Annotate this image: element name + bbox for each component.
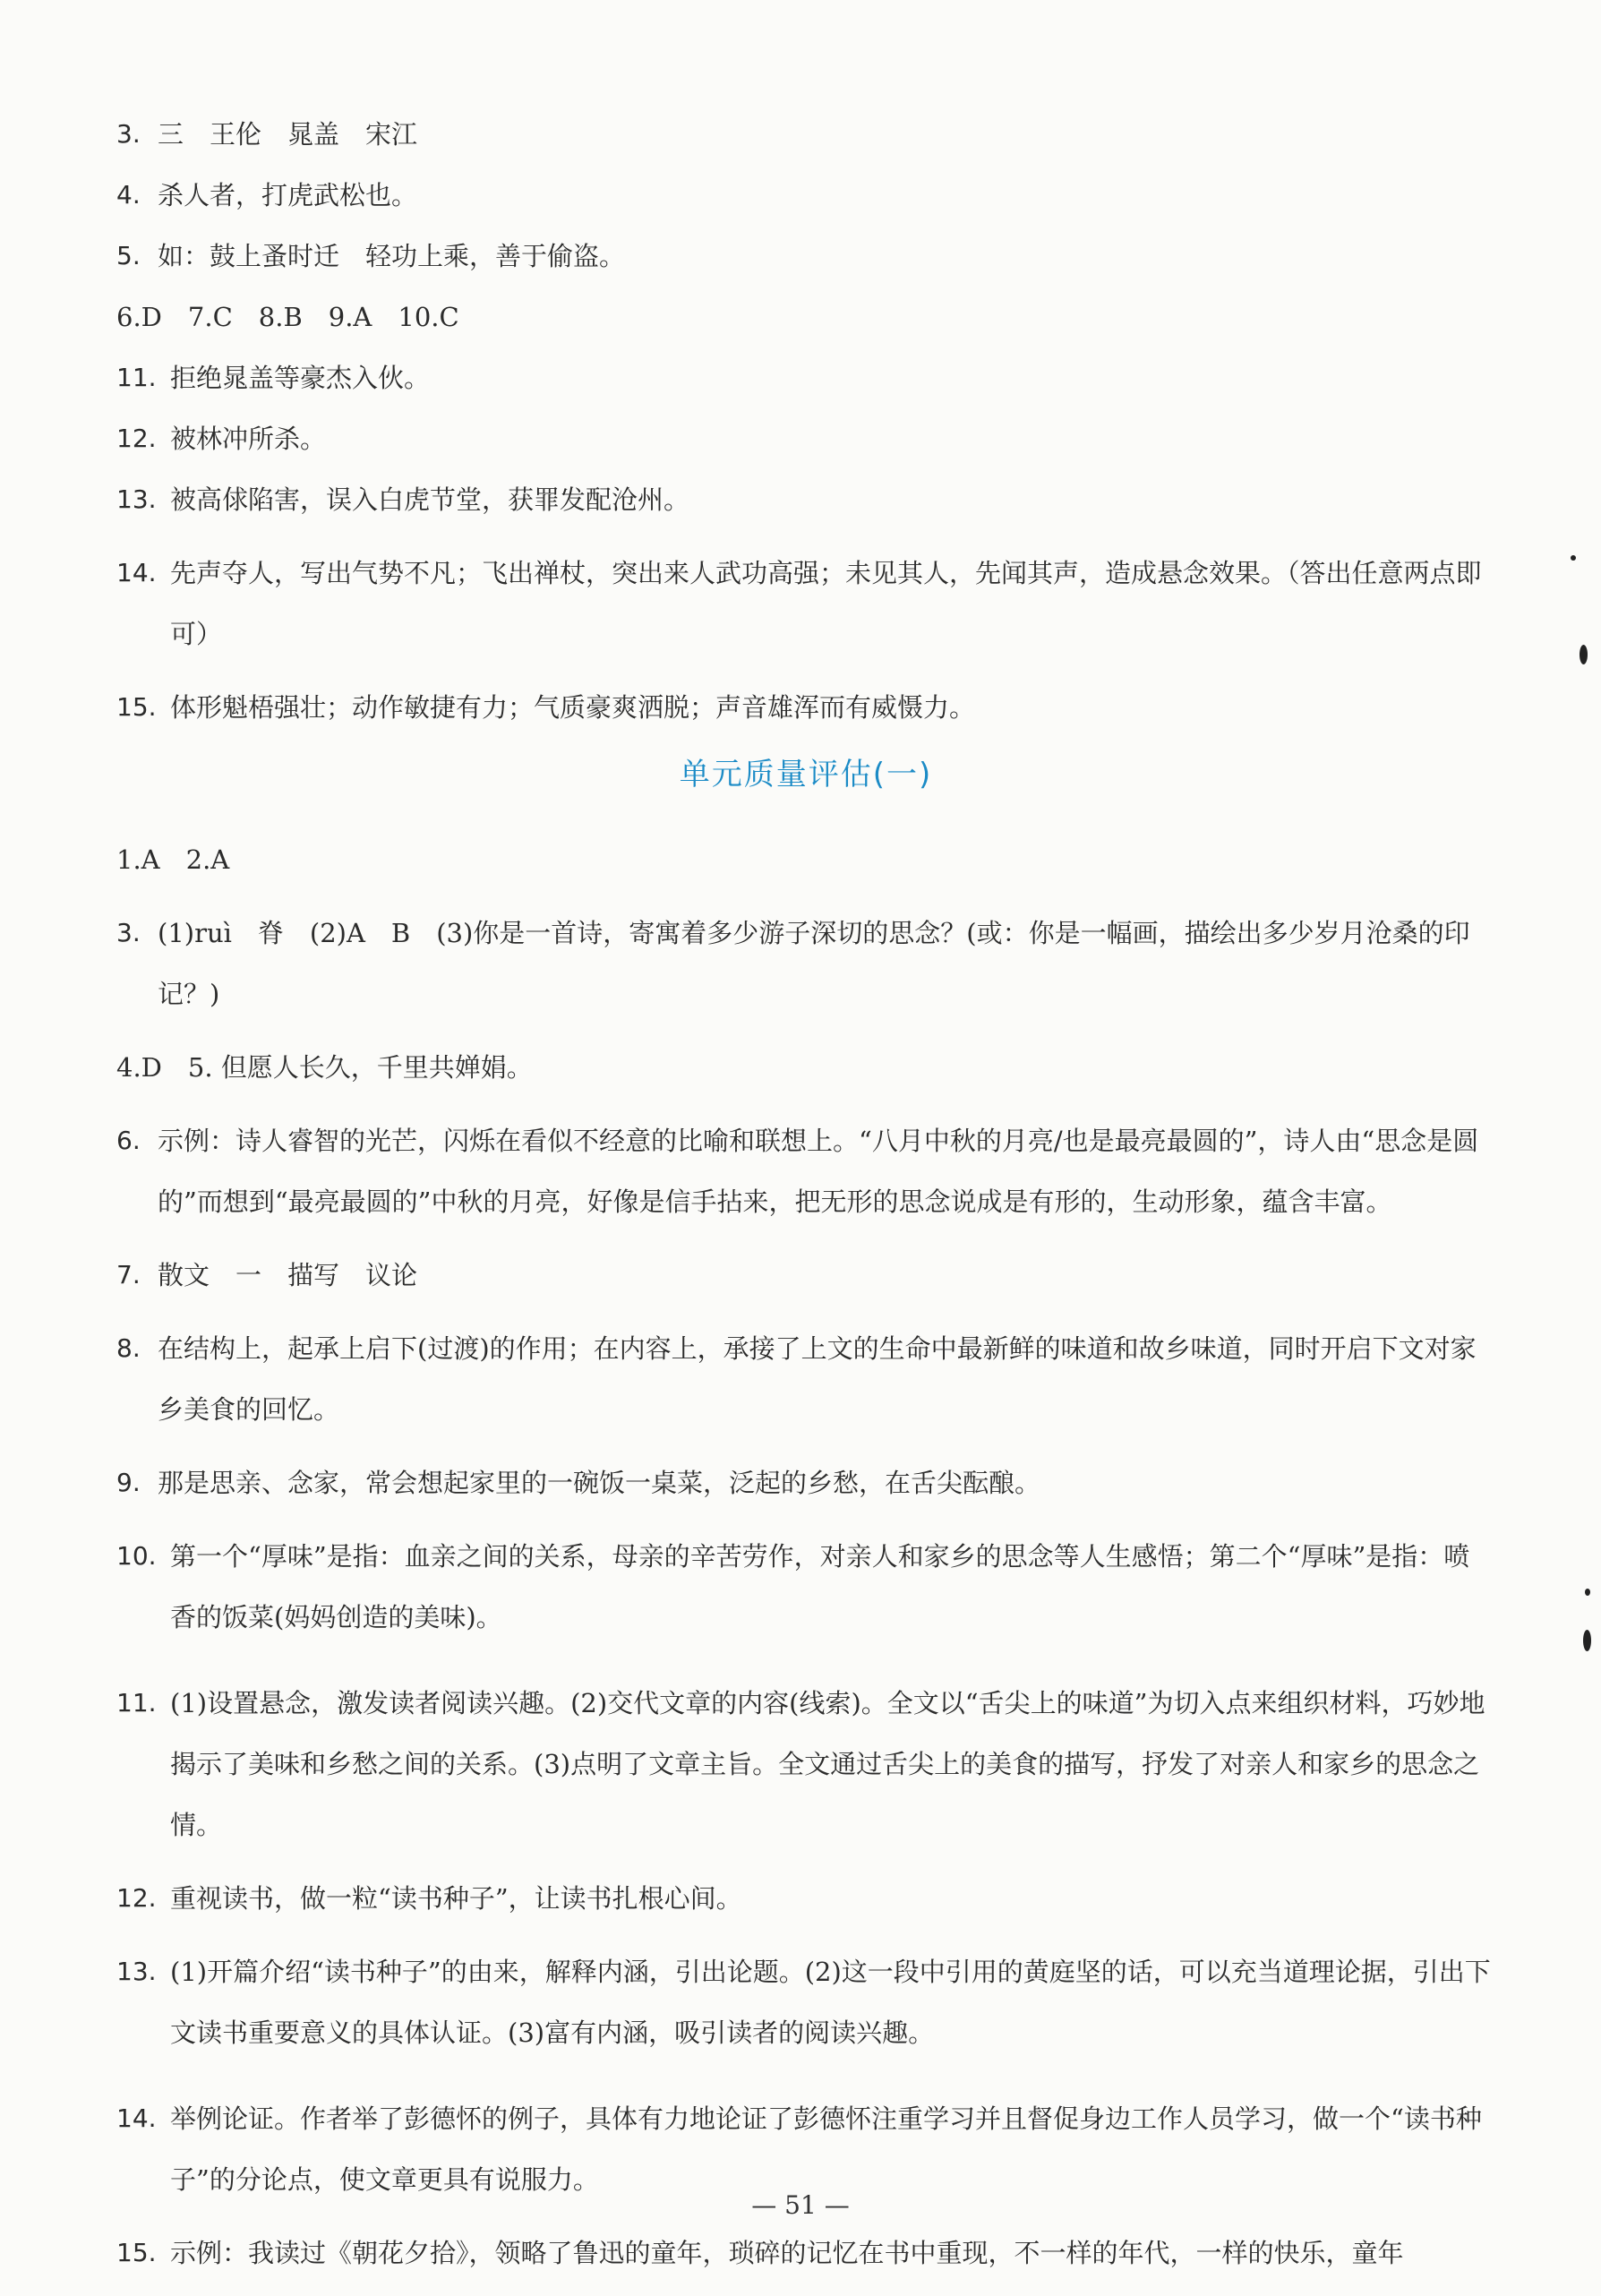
item-number: 11. bbox=[116, 1688, 157, 1718]
answer-item bbox=[116, 421, 1495, 457]
answer-item bbox=[116, 1257, 1495, 1293]
item-number: 15. bbox=[116, 2238, 157, 2267]
item-text: 被林冲所杀。 bbox=[170, 424, 327, 454]
item-text: 被高俅陷害，误入白虎节堂，获罪发配沧州。 bbox=[170, 484, 690, 515]
item-number: 3. bbox=[116, 918, 141, 947]
item-text: 那是思亲、念家，常会想起家里的一碗饭一桌菜，泛起的乡愁，在舌尖酝酿。 bbox=[158, 1468, 1041, 1498]
item-number: 14. bbox=[116, 558, 157, 587]
answer-item bbox=[116, 903, 1495, 1024]
item-number: 7. bbox=[116, 1260, 141, 1289]
answer-item bbox=[116, 1318, 1495, 1440]
item-text: 体形魁梧强壮；动作敏捷有力；气质豪爽洒脱；声音雄浑而有威慑力。 bbox=[170, 692, 976, 723]
answer-item bbox=[116, 1110, 1495, 1232]
answer-item bbox=[116, 238, 1495, 274]
answer-item bbox=[116, 177, 1495, 213]
item-text: 先声夺人，写出气势不凡；飞出禅杖，突出来人武功高强；未见其人，先闻其声，造成悬念效果。（答出任意两点即可） bbox=[170, 558, 1482, 649]
answer-item bbox=[116, 842, 1495, 878]
section-title: 单元质量评估(一) bbox=[679, 757, 933, 792]
item-text: 1.A 2.A bbox=[116, 844, 230, 875]
answer-item bbox=[116, 360, 1495, 396]
answer-item bbox=[116, 299, 1495, 335]
item-text: 如：鼓上蚤时迁 轻功上乘，善于偷盗。 bbox=[158, 241, 626, 271]
item-number: 12. bbox=[116, 424, 157, 453]
answer-item bbox=[116, 543, 1495, 664]
item-number: 13. bbox=[116, 484, 157, 514]
answer-item bbox=[116, 690, 1495, 725]
item-text: 三 王伦 晁盖 宋江 bbox=[158, 119, 418, 150]
item-number: 4. bbox=[116, 180, 141, 210]
item-number: 13. bbox=[116, 1957, 157, 1986]
item-text: 散文 一 描写 议论 bbox=[158, 1260, 418, 1290]
answer-item bbox=[116, 482, 1495, 518]
margin-speck bbox=[1585, 1589, 1590, 1596]
item-text: (1)设置悬念，激发读者阅读兴趣。(2)交代文章的内容(线索)。全文以“舌尖上的味道”为切入点来组织材料，巧妙地揭示了美味和乡愁之间的关系。(3)点明了文章主旨。全文通过舌尖上的美食的描写，抒发了对亲人和家乡的思念之情。 bbox=[170, 1688, 1485, 1840]
item-text: (1)ruì 脊 (2)A B (3)你是一首诗，寄寓着多少游子深切的思念？(或：你是一幅画，描绘出多少岁月沧桑的印记？) bbox=[158, 918, 1470, 1009]
item-number: 14. bbox=[116, 2103, 157, 2133]
answer-item bbox=[116, 1465, 1495, 1501]
answer-item bbox=[116, 1941, 1495, 2063]
margin-speck bbox=[1571, 555, 1576, 561]
answer-item bbox=[116, 1526, 1495, 1648]
item-number: 8. bbox=[116, 1333, 141, 1363]
answer-item bbox=[116, 116, 1495, 152]
item-text: 4.D 5. 但愿人长久，千里共婵娟。 bbox=[116, 1052, 533, 1083]
answer-content bbox=[116, 116, 1495, 2296]
item-text: 重视读书，做一粒“读书种子”，让读书扎根心间。 bbox=[170, 1883, 742, 1914]
item-number: 11. bbox=[116, 363, 157, 392]
item-text: 拒绝晁盖等豪杰入伙。 bbox=[170, 363, 431, 393]
answer-item bbox=[116, 1673, 1495, 1855]
item-text: 示例：诗人睿智的光芒，闪烁在看似不经意的比喻和联想上。“八月中秋的月亮/也是最亮最圆的”，诗人由“思念是圆的”而想到“最亮最圆的”中秋的月亮，好像是信手拈来，把无形的思念说成是有形的，生动形象，蕴含丰富。 bbox=[158, 1126, 1479, 1217]
page-number: — 51 — bbox=[751, 2190, 850, 2220]
margin-speck bbox=[1583, 1630, 1591, 1651]
answer-item bbox=[116, 1049, 1495, 1085]
margin-speck bbox=[1580, 645, 1588, 664]
item-number: 10. bbox=[116, 1541, 157, 1571]
item-text: 第一个“厚味”是指：血亲之间的关系，母亲的辛苦劳作，对亲人和家乡的思念等人生感悟；第二个“厚味”是指：喷香的饭菜(妈妈创造的美味)。 bbox=[170, 1541, 1470, 1632]
item-text: 杀人者，打虎武松也。 bbox=[158, 180, 418, 210]
item-number: 12. bbox=[116, 1883, 157, 1913]
item-text: 举例论证。作者举了彭德怀的例子，具体有力地论证了彭德怀注重学习并且督促身边工作人员学习，做一个“读书种子”的分论点，使文章更具有说服力。 bbox=[170, 2103, 1482, 2195]
item-text: (1)开篇介绍“读书种子”的由来，解释内涵，引出论题。(2)这一段中引用的黄庭坚的话，可以充当道理论据，引出下文读书重要意义的具体认证。(3)富有内涵，吸引读者的阅读兴趣。 bbox=[170, 1957, 1491, 2048]
item-number: 9. bbox=[116, 1468, 141, 1497]
item-text: 6.D 7.C 8.B 9.A 10.C bbox=[116, 302, 459, 332]
item-text: 示例：我读过《朝花夕拾》，领略了鲁迅的童年，琐碎的记忆在书中重现，不一样的年代，一样的快乐，童年 bbox=[170, 2238, 1404, 2268]
item-text: 在结构上，起承上启下(过渡)的作用；在内容上，承接了上文的生命中最新鲜的味道和故乡味道，同时开启下文对家乡美食的回忆。 bbox=[158, 1333, 1477, 1425]
item-number: 5. bbox=[116, 241, 141, 270]
item-number: 15. bbox=[116, 692, 157, 722]
item-number: 3. bbox=[116, 119, 141, 149]
answer-item bbox=[116, 1880, 1495, 1916]
item-number: 6. bbox=[116, 1126, 141, 1155]
answer-item bbox=[116, 2235, 1495, 2271]
